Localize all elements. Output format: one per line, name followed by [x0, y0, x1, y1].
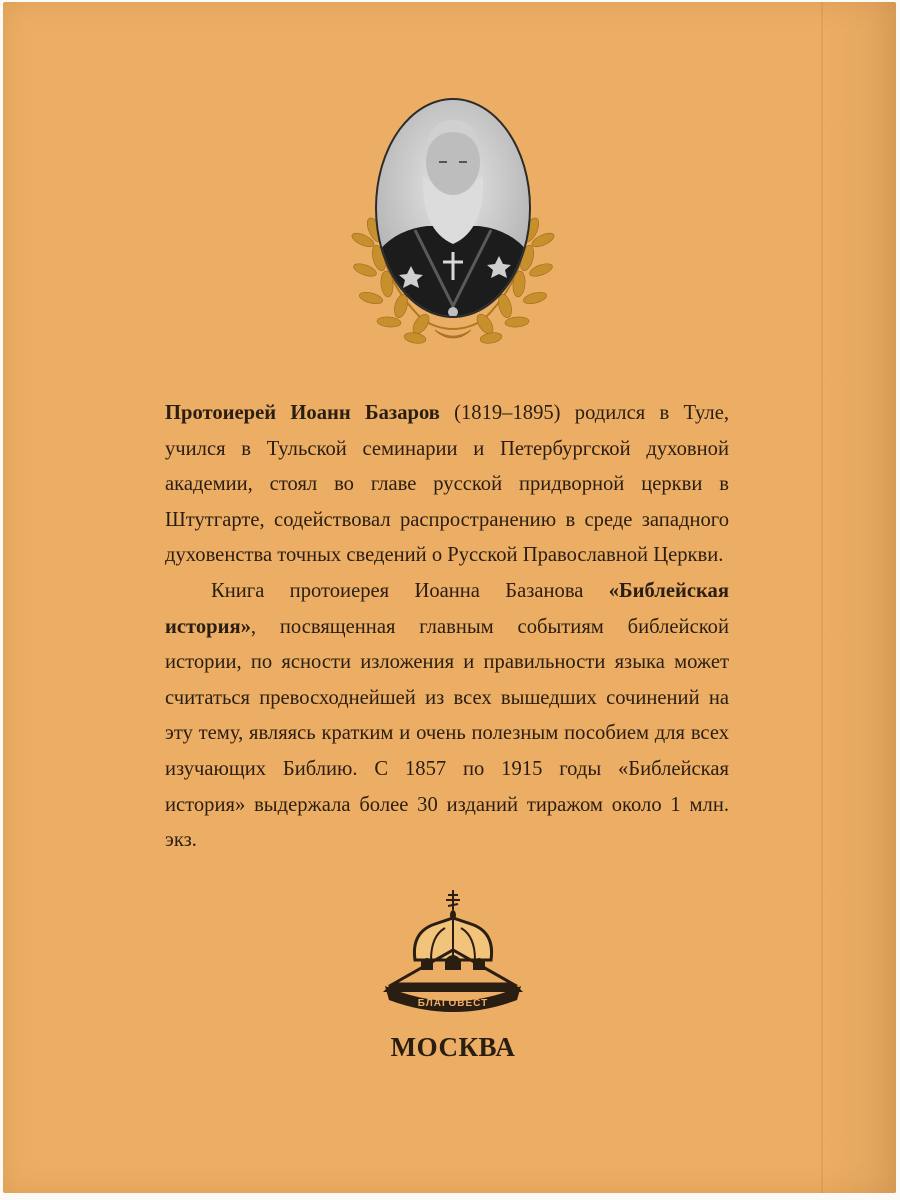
- author-name: Протоиерей Иоанн Базаров: [165, 402, 440, 424]
- book-back-cover: [3, 2, 896, 1193]
- description-text: , посвященная главным событиям библейской истории, по ясности изложения и правильности языка может считаться превосходнейшей из всех вышедших сочинений на эту тему, являясь кратким и очень полезным пособием для всех изучающих Библию. С 1857 по 1915 годы «Библейская история» выдержала более 30 изданий тиражом около 1 млн. экз.: [165, 615, 729, 852]
- author-bio-paragraph: [165, 396, 729, 574]
- cover-spine-shading: [820, 2, 896, 1193]
- author-bio-text: (1819–1895) родился в Туле, учился в Тульской семинарии и Петербургской духовной академии, стоял во главе русской придворной церкви в Штутгарте, содействовал распространению в среде западного духовенства точных сведений о Русской Православной Церкви.: [165, 402, 729, 567]
- publisher-city: МОСКВА: [390, 1032, 516, 1062]
- cover-text: [165, 396, 729, 859]
- cross-icon: [446, 890, 460, 910]
- book-title: «Библейская история»: [165, 579, 729, 638]
- description-intro: Книга протоиерея Иоанна Базанова: [211, 579, 609, 602]
- author-portrait: [323, 80, 583, 348]
- publisher-logo-text: БЛАГОВЕСТ: [417, 998, 489, 1009]
- cover-hinge-line: [821, 2, 823, 1193]
- publisher-logo-icon: [375, 888, 531, 1012]
- book-description-paragraph: [165, 574, 729, 859]
